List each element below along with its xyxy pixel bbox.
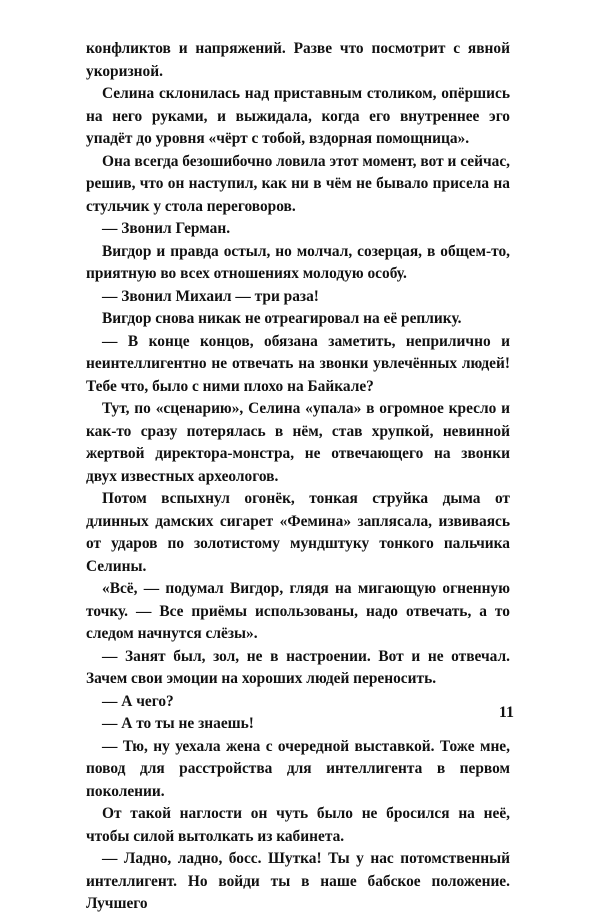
- paragraph: конфликтов и напряжений. Разве что посмотрит с явной укоризной.: [86, 40, 510, 80]
- paragraph: Она всегда безошибочно ловила этот момент, вот и сейчас, решив, что он наступил, как ни в чём не бывало присела на стульчик у стола переговоров.: [86, 152, 510, 215]
- paragraph: — Звонил Герман.: [102, 220, 231, 237]
- paragraph: — Ладно, ладно, босс. Шутка! Ты у нас потомственный интеллигент. Но войди ты в наше бабское положение. Лучшего: [86, 850, 510, 912]
- paragraph: Селина склонилась над приставным столиком, опёршись на него руками, и выжидала, когда его внутреннее эго упадёт до уровня «чёрт с тобой, вздорная помощница».: [86, 85, 510, 147]
- paragraph: — Занят был, зол, не в настроении. Вот и не отвечал. Зачем свои эмоции на хороших людей переносить.: [86, 647, 510, 687]
- paragraph: — В конце концов, обязана заметить, неприлично и неинтеллигентно не отвечать на звонки увлечённых людей! Тебе что, было с ними плохо на Байкале?: [86, 332, 510, 395]
- paragraph: — А чего?: [102, 692, 174, 710]
- page-number: 11: [498, 704, 514, 721]
- paragraph: Вигдор и правда остыл, но молчал, созерцая, в общем-то, приятную во всех отношениях молодую особу.: [86, 242, 510, 282]
- text-body: [86, 38, 510, 916]
- paragraph: — Тю, ну уехала жена с очередной выставкой. Тоже мне, повод для расстройства для интеллигента в первом поколении.: [86, 737, 510, 800]
- paragraph: Вигдор снова никак не отреагировал на её реплику.: [102, 310, 462, 327]
- paragraph: Потом вспыхнул огонёк, тонкая струйка дыма от длинных дамских сигарет «Фемина» заплясала, извиваясь от ударов по золотистому мундштуку тонкого пальчика Селины.: [86, 490, 510, 575]
- paragraph: — Звонил Михаил — три раза!: [102, 287, 319, 305]
- paragraph: — А то ты не знаешь!: [102, 715, 254, 732]
- paragraph: Тут, по «сценарию», Селина «упала» в огромное кресло и как-то сразу потерялась в нём, став хрупкой, невинной жертвой директора-монстра, не отвечающего на звонки двух известных археологов.: [86, 400, 510, 485]
- paragraph: От такой наглости он чуть было не бросился на неё, чтобы силой вытолкать из кабинета.: [86, 805, 510, 845]
- paragraph: «Всё, — подумал Вигдор, глядя на мигающую огненную точку. — Все приёмы использованы, надо отвечать, а то следом начнутся слёзы».: [86, 580, 510, 642]
